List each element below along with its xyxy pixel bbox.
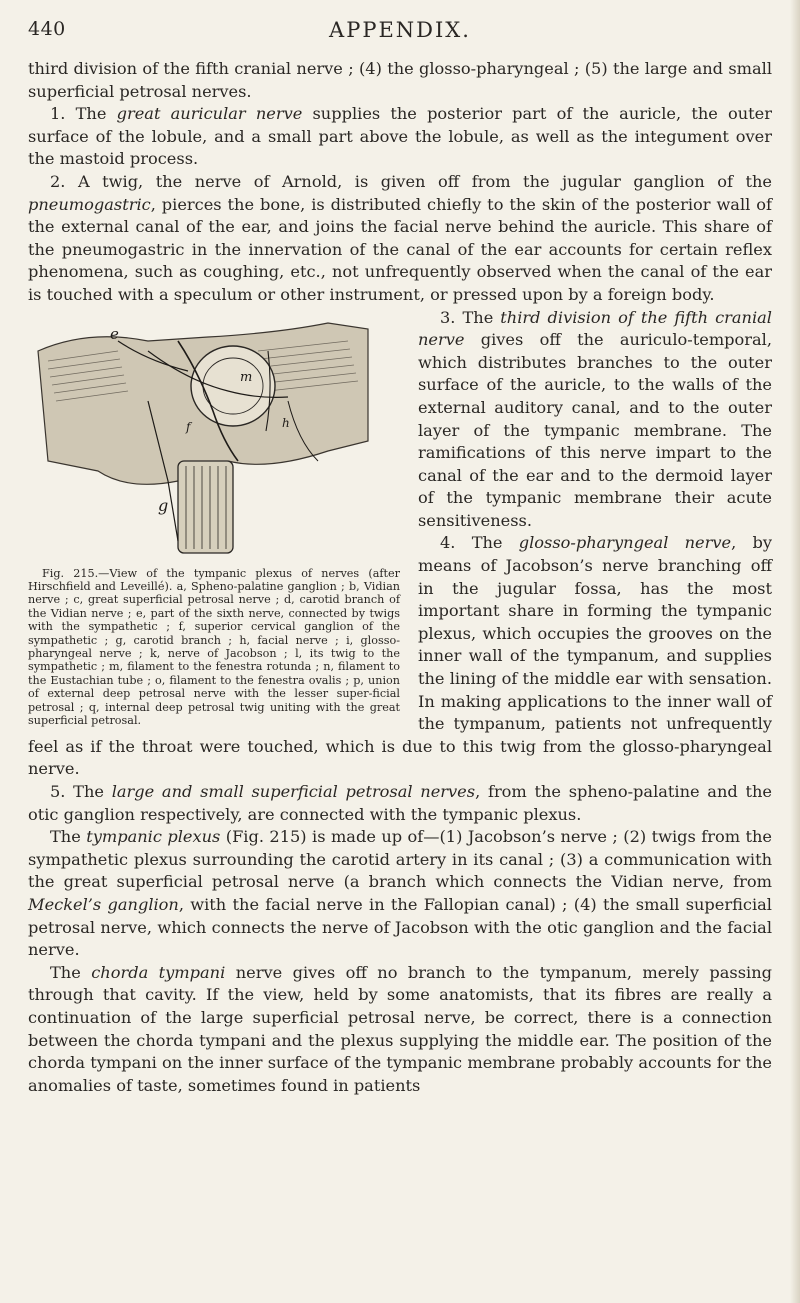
figure-215 xyxy=(28,311,400,728)
paragraph-chorda-tympani xyxy=(28,962,772,1098)
term-italic: large and small superficial petrosal nerves xyxy=(111,782,476,801)
term-italic: Meckel’s ganglion xyxy=(28,894,179,914)
label-e: e xyxy=(110,324,119,343)
lead-text: The xyxy=(50,827,87,847)
term-italic: great auricular nerve xyxy=(116,104,303,124)
label-m: m xyxy=(240,369,253,385)
page-number: 440 xyxy=(28,18,66,40)
body-span: , with the facial nerve in the Fallopian canal) ; (4) the small superficial petrosal nerve, which connects the nerve of Jacobson with the otic ganglion and the facial nerve. xyxy=(28,894,772,960)
label-g: g xyxy=(158,495,169,515)
paragraph-tympanic-plexus xyxy=(28,826,772,962)
label-h: h xyxy=(282,415,290,430)
page-header xyxy=(28,18,772,48)
intro-paragraph: third division of the fifth cranial nerve ; (4) the glosso-pharyngeal ; (5) the large and small superficial petrosal nerves. xyxy=(28,59,772,101)
body-span: gives off the auriculo-temporal, which distributes branches to the outer surface of the auricle, to the walls of the external auditory canal, and to the outer layer of the tympanic membrane. The ramifications of this nerve impart to the canal of the ear and to the dermoid layer of the tympanic membrane their acute sensitiveness. xyxy=(418,330,772,530)
lead-text: 4. The xyxy=(440,533,519,553)
lead-text: 2. A twig, the nerve of Arnold, is given off from the jugular ganglion of the xyxy=(50,171,772,191)
label-f: f xyxy=(186,419,191,434)
lead-text: 5. The xyxy=(50,782,112,801)
paragraph-great-auricular xyxy=(28,103,772,171)
body-span: , by means of Jacobson’s nerve branching off in the jugular fossa, has the most important share in forming the tympanic plexus, which occupies the grooves on the inner wall of the tympanum, and supplies the lining of the middle ear with sensation. In making applications to the inner wall of the tympanum, patients not unfrequently feel as if the throat were touched, which is due to this twig from the glosso-pharyngeal nerve. xyxy=(28,533,772,779)
paragraph-arnold xyxy=(28,171,772,307)
term-italic: chorda tympani xyxy=(91,962,226,982)
tympanic-plexus-illustration xyxy=(28,311,400,559)
term-italic: glosso-pharyngeal nerve xyxy=(518,533,732,553)
running-head: APPENDIX. xyxy=(329,18,471,42)
term-italic: third division of the fifth cranial nerve xyxy=(418,307,772,350)
body-span: (Fig. 215) is made up of—(1) Jacobson’s nerve ; (2) twigs from the sympathetic plexus surrounding the carotid artery in its canal ; (3) a communication with the great superficial petrosal nerve (a branch which connects the Vidian nerve, from xyxy=(28,827,773,892)
lead-text: 3. The xyxy=(440,307,501,327)
figure-caption: Fig. 215.—View of the tympanic plexus of nerves (after Hirschfield and Leveillé). a, Spheno-palatine ganglion ; b, Vidian nerve ; c, great superficial petrosal nerve ; d, carotid branch of the Vidian nerve ; e, part of the sixth nerve, connected by twigs with the sympathetic ; f, superior cervical ganglion of the sympathetic ; g, carotid branch ; h, facial nerve ; i, glosso-pharyngeal nerve ; k, nerve of Jacobson ; l, its twig to the sympathetic ; m, filament to the fenestra rotunda ; n, filament to the Eustachian tube ; o, filament to the fenestra ovalis ; p, union of external deep petrosal nerve with the lesser super-ficial petrosal ; q, internal deep petrosal twig uniting with the great superficial petrosal. xyxy=(28,566,400,727)
body-span: supplies the posterior part of the auricle, the outer surface of the lobule, and a small part above the lobule, as well as the integument over the mastoid process. xyxy=(28,104,772,169)
body-span: , from the spheno-palatine and the otic ganglion respectively, are connected with the tympanic plexus. xyxy=(28,782,772,824)
page-edge-shadow xyxy=(790,0,800,1303)
lead-text: 1. The xyxy=(50,104,117,124)
lead-text: The xyxy=(50,962,92,982)
body-text xyxy=(28,58,772,1097)
term-italic: tympanic plexus xyxy=(86,827,221,847)
body-span: , pierces the bone, is distributed chiefly to the skin of the posterior wall of the external canal of the ear, and joins the facial nerve behind the auricle. This share of the pneumogastric in the innervation of the canal of the ear accounts for certain reflex phenomena, such as coughing, etc., not unfrequently observed when the canal of the ear is touched with a speculum or other instrument, or pressed upon by a foreign body. xyxy=(28,194,772,304)
paragraph-petrosal-nerves xyxy=(28,781,772,826)
body-span: nerve gives off no branch to the tympanum, merely passing through that cavity. If the view, held by some anatomists, that its fibres are really a continuation of the large superficial petrosal nerve, be correct, there is a connection between the chorda tympani and the plexus supplying the middle ear. The position of the chorda tympani on the inner surface of the tympanic membrane probably accounts for the anomalies of taste, sometimes found in patients xyxy=(28,962,772,1095)
term-italic: pneumogastric xyxy=(28,194,151,214)
